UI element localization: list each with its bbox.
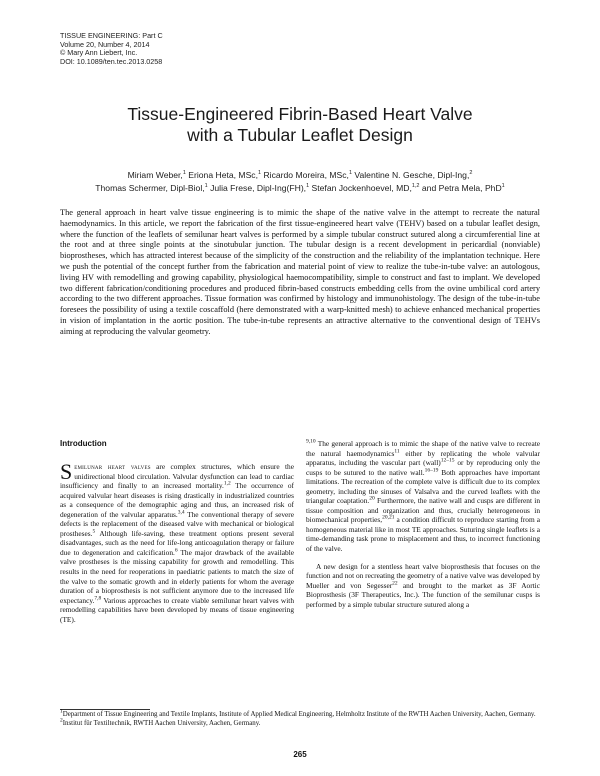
citation: 22 (392, 580, 398, 587)
author-name: and Petra Mela, PhD (419, 183, 502, 193)
footnote-marker: 1 (60, 708, 63, 715)
drop-cap: S (60, 459, 73, 484)
intro-paragraph-2 (306, 562, 540, 610)
intro-paragraph-1 (60, 459, 294, 624)
author-affil: 1 (306, 183, 310, 190)
footnote-text: Department of Tissue Engineering and Textile Implants, Institute of Applied Medical Engineering, Helmholtz Institute of the RWTH Aachen University, Aachen, Germany. (62, 711, 536, 718)
author-name: Thomas Schermer, Dipl-Biol, (95, 183, 205, 193)
intro-paragraph-1-cont (306, 439, 540, 554)
authors-line-2 (60, 182, 540, 195)
section-heading-introduction: Introduction (60, 439, 107, 448)
journal-volume: Volume 20, Number 4, 2014 (60, 39, 150, 49)
text-run: or by reproducing only the cusps to be sutured to the native wall. (306, 458, 540, 477)
text-run: are complex structures, which ensure the unidirectional blood circulation. Valvular dysfunction can lead to cardiac insufficiency and finally to an increased mortality. (60, 462, 294, 491)
author-affil: 1 (348, 170, 352, 177)
text-run: Although life-saving, these treatment options present several disadvantages, such as the need for life-long anticoagulation therapy or failure due to degeneration and calcification. (60, 528, 294, 557)
article-title (0, 104, 600, 146)
citation: 1,2 (223, 480, 231, 487)
author-affil: 1 (182, 170, 186, 177)
author-affil: 2 (469, 170, 473, 177)
text-run: The occurrence of acquired valvular heart diseases is rising drastically in industrialized countries as a consequence of the demographic aging and thus, an increased risk of degeneration of the valvular apparatus. (60, 481, 294, 519)
author-affil: 1 (501, 183, 505, 190)
text-run: Furthermore, the native wall and cusps are different in tissue composition and organization and thus, crucially heterogeneous in biomechanical properties, (306, 496, 541, 525)
text-run: Various approaches to create viable semilunar heart valves with remodelling capabilities have been developed by means of tissue engineering (TE). (60, 595, 294, 624)
journal-copyright: © Mary Ann Liebert, Inc. (60, 48, 138, 58)
author-affil: 1 (204, 183, 208, 190)
author-name: Julia Frese, Dipl-Ing(FH), (207, 183, 307, 193)
right-column (306, 439, 540, 609)
text-run: either by replicating the whole valvular apparatus, including the vascular part (wall) (306, 448, 540, 468)
text-run: The conventional therapy of severe defects is the replacement of the diseased valve with mechanical or biological prostheses. (60, 509, 294, 538)
journal-info (60, 32, 163, 66)
small-caps-lead: emilunar heart valves (74, 462, 151, 471)
text-run: A new design for a stentless heart valve bioprosthesis that focuses on the function and not on recreating the geometry of a native valve was developed by Mueller and von Segesser (306, 561, 540, 590)
citation: 20,21 (382, 514, 395, 521)
citation: 9,10 (306, 438, 316, 445)
citation: 20 (369, 495, 375, 502)
journal-doi: DOI: 10.1089/ten.tec.2013.0258 (60, 56, 163, 66)
citation: 7,8 (94, 595, 102, 602)
footnote-text: Institut für Textiltechnik, RWTH Aachen University, Aachen, Germany. (62, 719, 261, 727)
footnotes (60, 708, 540, 728)
footnote-1 (60, 708, 540, 720)
text-run: The major drawback of the available valve prostheses is the missing capability for growth and remodelling. This results in the need for reoperations in paediatric patients to match the size of the valve to the somatic growth and in elderly patients for whom the average duration of a bioprosthesis is not sufficient anymore due to the increased life expectancy. (60, 547, 294, 605)
text-run: and brought to the market as 3F Aortic Bioprosthesis (3F Therapeutics, Inc.). The function of the semilunar cusps is performed by a simple tubular structure sutured along a (306, 580, 540, 609)
title-line-1: Tissue-Engineered Fibrin-Based Heart Valve (127, 104, 473, 124)
citation: 5 (92, 528, 96, 535)
author-name: Ricardo Moreira, MSc, (261, 170, 349, 180)
author-name: Stefan Jockenhoevel, MD, (309, 183, 412, 193)
footnote-marker: 2 (60, 717, 63, 724)
author-affil: 1,2 (411, 183, 420, 190)
journal-name: TISSUE ENGINEERING: Part C (60, 31, 163, 40)
citation: 12–15 (440, 457, 455, 464)
citation: 16–19 (424, 467, 439, 474)
left-column (60, 439, 294, 624)
footnote-rule (60, 709, 150, 710)
citation: 3,4 (177, 509, 185, 516)
author-name: Valentine N. Gesche, Dipl-Ing, (352, 170, 470, 180)
author-name: Miriam Weber, (127, 170, 183, 180)
text-run: The general approach is to mimic the shape of the native valve to recreate the natural haemodynamics (306, 439, 540, 458)
page-number: 265 (293, 750, 307, 759)
author-list (60, 169, 540, 195)
footnote-2 (60, 717, 540, 729)
author-affil: 1 (258, 170, 262, 177)
authors-line-1 (60, 169, 540, 182)
text-run: a condition difficult to reproduce starting from a homogeneous material like in most TE approaches. Suturing single leaflets is a time-demanding task prone to misplacement and thus, to incorrect functioning of the valve. (306, 515, 541, 554)
title-line-2: with a Tubular Leaflet Design (187, 125, 413, 145)
text-run: Both approaches have important limitations. The recreation of the complete valve is difficult due to its complex geometry, including the sinuses of Valsalva and the curved leaflets with the triangular coaptation. (306, 467, 540, 506)
citation: 11 (394, 448, 400, 455)
author-name: Eriona Heta, MSc, (185, 170, 258, 180)
abstract: The general approach in heart valve tissue engineering is to mimic the shape of the native valve in the attempt to recreate the natural haemodynamics. In this article, we report the fabrication of the first tissue-engineered heart valve (TEHV) based on a tubular leaflet design, where the function of the leaflets of semilunar heart valves is performed by a simple tubular construct sutured along a circumferential line at the root and at three single points at the sinotubular junction. The tubular design is a recent development in pericardial (nonviable) bioprostheses, which has attracted interest because of the simplicity of the construction and the reliability of the implantation technique. Here we push the potential of the concept further from the fabrication and material point of view to realize the tube-in-tube valve: an autologous, living HV with remodelling and growing capability, physiological haemocompatibility, simple to construct and fast to implant. We developed two different fabrication/conditioning procedures and produced fibrin-based constructs embedding cells from the ovine umbilical cord artery according to the two different approaches. Tissue formation was confirmed by histology and immunohistology. The design of the tube-in-tube foresees the possibility of using a textile coscaffold (here demonstrated with a warp-knitted mesh) to achieve enhanced mechanical properties in vision of implantation in the aortic position. The tube-in-tube represents an attractive alternative to the conventional design of TEHVs aiming at reproducing the valvular geometry. (60, 208, 540, 336)
citation: 6 (174, 547, 178, 554)
